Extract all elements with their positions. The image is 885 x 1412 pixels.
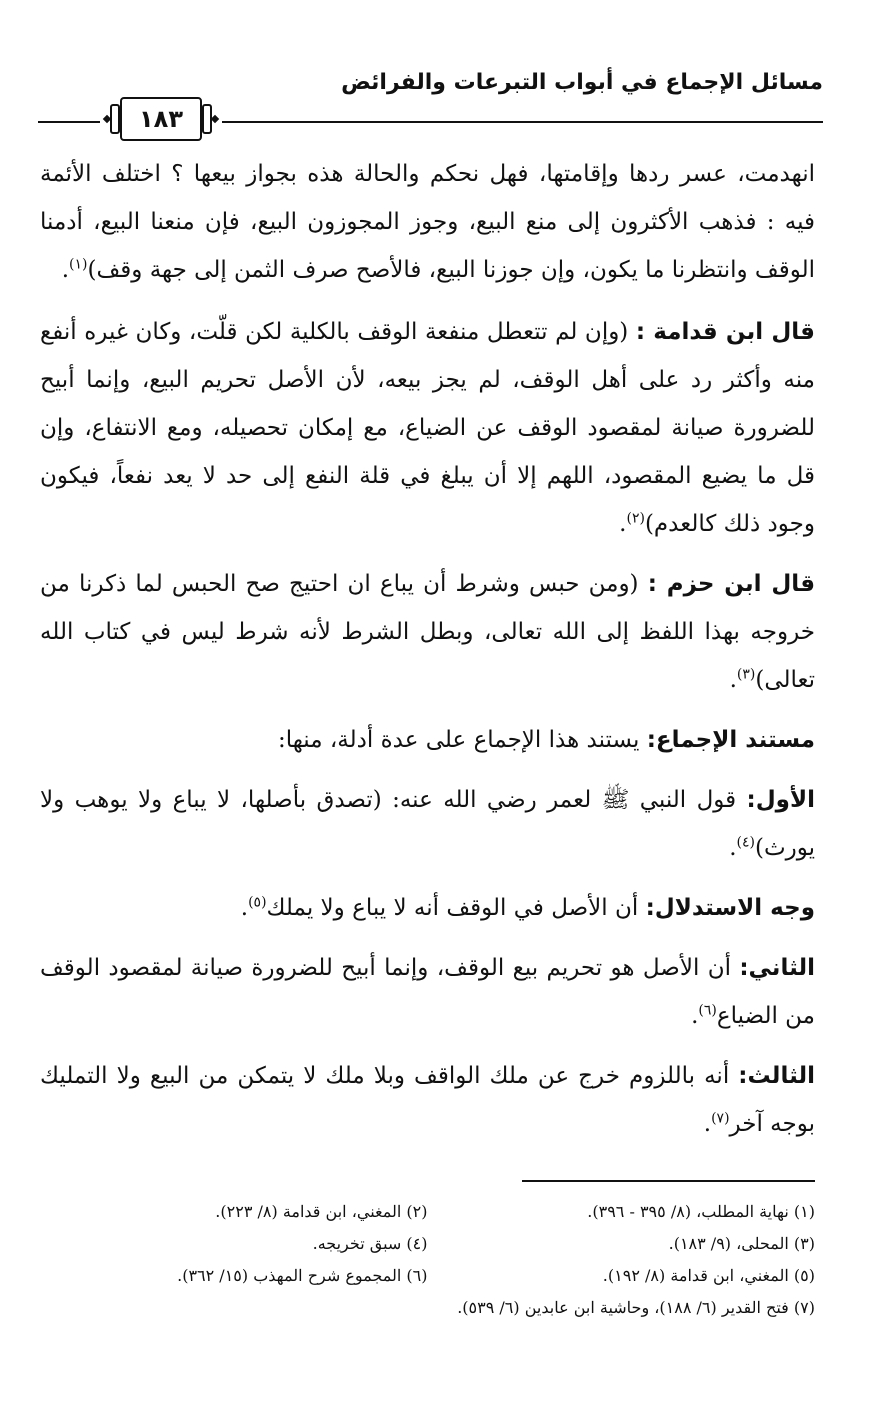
footnote-2: (٢) المغني، ابن قدامة (٨/ ٢٢٣). xyxy=(215,1202,428,1221)
footnote-4: (٤) سبق تخريجه. xyxy=(312,1234,428,1253)
end-mark: . xyxy=(240,895,249,921)
running-title: مسائل الإجماع في أبواب التبرعات والفرائض xyxy=(341,70,823,95)
paragraph xyxy=(40,1052,815,1148)
footnote-ref: (٤) xyxy=(736,834,755,851)
end-mark: . xyxy=(729,835,737,861)
paragraph-lead: الثالث: xyxy=(738,1063,815,1089)
page-number-frame xyxy=(120,97,202,141)
footnotes xyxy=(40,1196,815,1324)
footnote-row xyxy=(40,1228,815,1260)
footnote-3: (٣) المحلى، (٩/ ١٨٣). xyxy=(668,1234,815,1253)
paragraph xyxy=(40,944,815,1040)
footnote-row xyxy=(40,1260,815,1292)
paragraph-text: انهدمت، عسر ردها وإقامتها، فهل نحكم والحالة هذه بجواز بيعها ؟ اختلف الأئمة فيه : فذهب الأكثرون إلى منع البيع، وجوز المجوزون البيع، فإن منعنا البيع، أدمنا الوقف وانتظرنا ما يكون، وإن جوزنا البيع، فالأصح صرف الثمن إلى جهة وقف) xyxy=(40,161,815,283)
ornament-right-icon xyxy=(211,115,219,123)
page-number: ١٨٣ xyxy=(139,105,183,133)
end-mark: . xyxy=(691,1003,699,1029)
end-mark: . xyxy=(619,511,627,537)
end-mark: . xyxy=(729,667,737,693)
footnote-ref: (٣) xyxy=(736,666,756,683)
main-text xyxy=(40,150,815,1160)
paragraph-lead: الأول: xyxy=(746,787,815,813)
footnote-ref: (١) xyxy=(69,256,88,273)
paragraph-text: أن الأصل هو تحريم بيع الوقف، وإنما أبيح للضرورة صيانة لمقصود الوقف من الضياع xyxy=(40,955,815,1029)
paragraph-lead: مستند الإجماع: xyxy=(646,727,815,753)
paragraph-lead: قال ابن قدامة : xyxy=(635,319,815,345)
paragraph xyxy=(40,884,815,932)
footnote-6: (٦) المجموع شرح المهذب (١٥/ ٣٦٢). xyxy=(177,1266,428,1285)
footnote-ref: (٥) xyxy=(248,894,267,911)
end-mark: . xyxy=(61,257,70,283)
footnote-1: (١) نهاية المطلب، (٨/ ٣٩٥ - ٣٩٦). xyxy=(587,1202,815,1221)
footnote-7: (٧) فتح القدير (٦/ ١٨٨)، وحاشية ابن عابدين (٦/ ٥٣٩). xyxy=(457,1298,815,1317)
paragraph xyxy=(40,776,815,872)
paragraph-text: أنه باللزوم خرج عن ملك الواقف وبلا ملك لا يتمكن من البيع ولا التمليك بوجه آخر xyxy=(40,1063,815,1137)
page-number-badge xyxy=(100,96,222,142)
paragraph-text: (وإن لم تتعطل منفعة الوقف بالكلية لكن قلّت، وكان غيره أنفع منه وأكثر رد على أهل الوقف، لم يجز بيعه، لأن الأصل تحريم البيع، وإنما أبيح للضرورة صيانة لمقصود الوقف عن الضياع، مع إمكان تحصيله، ومع الانتفاع، وإن قل ما يضيع المقصود، اللهم إلا أن يبلغ في قلة النفع إلى حد لا يعد نفعاً، فيكون وجود ذلك كالعدم) xyxy=(40,319,815,537)
paragraph-text: أن الأصل في الوقف أنه لا يباع ولا يملك xyxy=(266,895,646,921)
paragraph-lead: قال ابن حزم : xyxy=(647,571,815,597)
footnote-row xyxy=(40,1292,815,1324)
paragraph xyxy=(40,716,815,764)
paragraph xyxy=(40,150,815,294)
footnote-ref: (٦) xyxy=(698,1002,717,1019)
paragraph-text: قول النبي ﷺ لعمر رضي الله عنه: (تصدق بأصلها، لا يباع ولا يوهب ولا يورث) xyxy=(40,787,815,861)
page-header xyxy=(38,62,823,133)
paragraph-text: (ومن حبس وشرط أن يباع ان احتيج صح الحبس لما ذكرنا من خروجه بهذا اللفظ إلى الله تعالى، وبطل الشرط لأنه شرط ليس في كتاب الله تعالى) xyxy=(40,571,815,693)
paragraph-lead: وجه الاستدلال: xyxy=(645,895,815,921)
end-mark: . xyxy=(703,1111,712,1137)
paragraph-lead: الثاني: xyxy=(739,955,815,981)
paragraph-text: يستند هذا الإجماع على عدة أدلة، منها: xyxy=(277,727,647,753)
paragraph xyxy=(40,308,815,548)
footnote-ref: (٢) xyxy=(626,510,645,527)
footnote-row xyxy=(40,1196,815,1228)
footnote-separator xyxy=(522,1180,815,1182)
paragraph xyxy=(40,560,815,704)
footnote-5: (٥) المغني، ابن قدامة (٨/ ١٩٢). xyxy=(602,1266,815,1285)
footnote-ref: (٧) xyxy=(711,1110,730,1127)
